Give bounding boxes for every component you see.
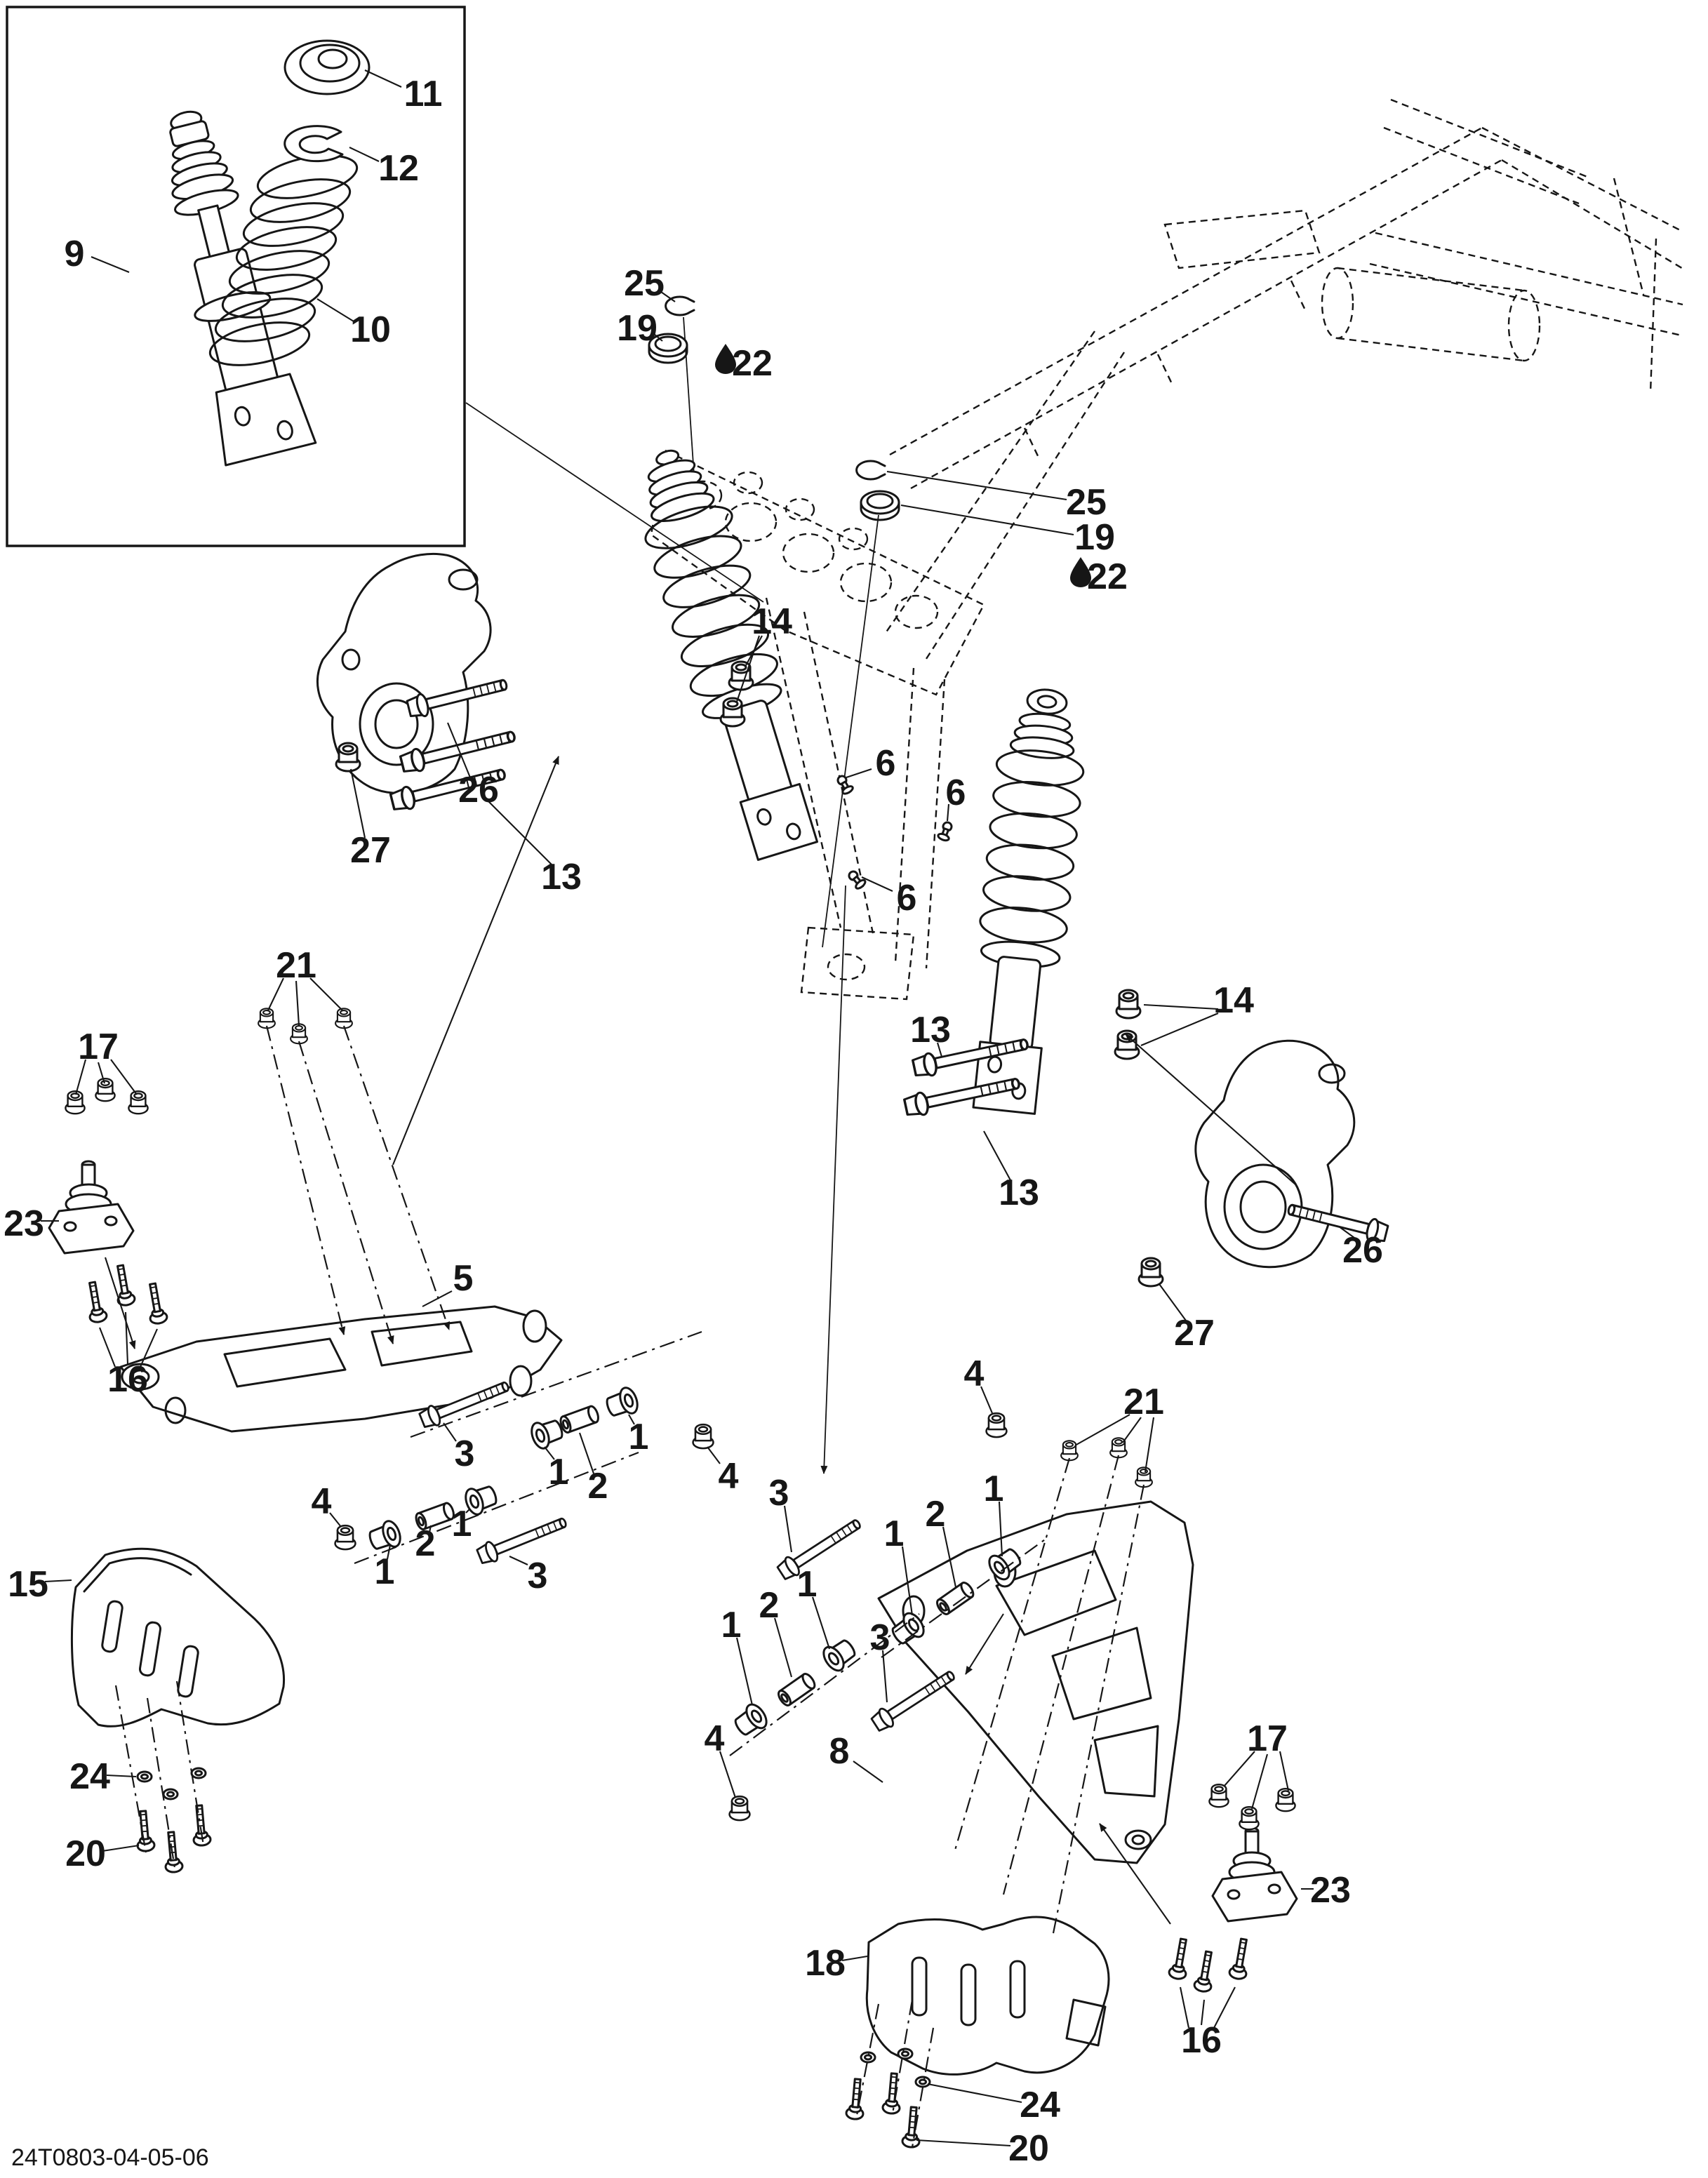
washer-24 [192,1768,206,1778]
bushing-cup-19-right [861,491,899,520]
callout-1 [375,1545,395,1592]
callout-10 [317,299,391,350]
leader-line [862,877,893,891]
screw-16 [1194,1951,1217,1993]
part-number-label: 1 [983,1469,1004,1509]
install-line-right-mount [822,515,879,947]
callout-22 [715,343,773,384]
part-number-label: 18 [805,1943,846,1984]
part-number-label: 3 [454,1434,475,1474]
callout-4 [705,1718,735,1798]
nut-14 [1116,990,1140,1018]
leader-line [1144,1005,1218,1009]
part-number-label: 22 [732,343,773,384]
callout-5 [422,1258,473,1307]
callout-layer [4,70,1383,2169]
part-number-label: 13 [999,1172,1039,1213]
drawing-number: 24T0803-04-05-06 [11,2144,209,2171]
leader-line [916,2140,1010,2146]
part-number-label: 4 [311,1481,332,1522]
callout-26 [1339,1227,1383,1271]
leader-line [842,1956,867,1960]
part-number-label: 6 [875,743,896,784]
callout-21 [1075,1382,1164,1472]
left-ball-joint [49,1161,133,1253]
leader-line [45,1580,72,1582]
part-number-label: 1 [721,1605,742,1645]
leader-line [775,1618,792,1677]
nut-21 [1061,1441,1078,1460]
nut-4 [335,1525,356,1549]
leader-line [91,257,129,272]
snap-ring-25-left [666,297,694,315]
inset-reference-line [466,403,763,602]
part-number-label: 20 [65,1833,106,1874]
right-ball-joint [1213,1828,1297,1921]
leader-line [296,981,299,1026]
left-shock-absorber [622,439,830,864]
part-number-label: 11 [403,74,443,114]
callout-25 [887,472,1107,523]
callout-8 [829,1731,883,1782]
callout-25 [624,263,675,304]
callout-16 [1180,1987,1235,2061]
callout-20 [65,1833,139,1874]
screw-16 [1168,1938,1192,1980]
inset-spring-cap [285,41,369,94]
callout-12 [349,147,419,189]
part-number-label: 8 [829,1731,850,1772]
part-number-label: 10 [350,309,391,350]
callout-14 [1141,980,1254,1045]
leader-line [1141,1013,1218,1045]
callout-11 [365,70,442,114]
screw-16 [1229,1938,1253,1980]
nut-14 [721,698,745,726]
right-steering-knuckle [1196,1041,1354,1267]
bolt-3 [476,1512,569,1566]
leader-line [1252,1754,1267,1809]
part-number-label: 5 [453,1258,474,1299]
callout-15 [8,1564,72,1605]
nut-4 [693,1424,714,1448]
nut-17 [1276,1789,1295,1811]
bushing-1 [820,1636,859,1674]
part-number-label: 3 [768,1473,789,1514]
callout-2 [415,1523,436,1564]
leader-line [853,1761,883,1782]
part-number-label: 12 [378,148,419,189]
part-number-label: 2 [925,1494,946,1535]
callout-3 [509,1556,547,1596]
bolt-3 [775,1514,864,1582]
leader-line [1145,1417,1154,1472]
callout-4 [312,1481,341,1527]
callout-2 [580,1433,608,1506]
callout-6 [846,743,895,784]
right-lower-a-arm [879,1502,1193,1863]
part-number-label: 22 [1087,556,1128,597]
part-number-label: 1 [628,1417,649,1457]
part-number-label: 3 [527,1556,548,1596]
part-number-label: 15 [8,1564,48,1605]
leader-line [349,147,379,161]
nut-21 [258,1008,275,1028]
part-number-label: 1 [451,1504,472,1544]
part-number-label: 23 [1310,1870,1351,1911]
callout-1 [797,1564,829,1649]
bushing-1 [731,1701,770,1739]
part-number-label: 19 [617,308,658,349]
part-number-label: 27 [1174,1313,1215,1354]
nut-21 [291,1024,307,1043]
callout-1 [545,1447,568,1492]
screw-16 [112,1264,136,1307]
callout-2 [759,1585,792,1677]
part-number-label: 14 [752,601,792,642]
part-number-label: 6 [945,773,966,813]
callout-1 [452,1504,472,1544]
part-number-label: 27 [350,830,391,871]
hardware [65,297,1389,2148]
leader-line [928,2084,1022,2102]
callout-6 [862,877,916,918]
inset-detail-box [7,7,465,546]
callout-3 [769,1473,792,1552]
part-number-label: 4 [704,1718,725,1759]
washer-24 [138,1772,152,1782]
part-number-label: 13 [541,857,582,897]
leader-line [317,299,354,321]
callout-1 [721,1605,752,1705]
grease-fitting [938,821,954,842]
part-number-label: 2 [587,1466,608,1506]
inset-shock-absorber [140,101,316,465]
callout-22 [1070,556,1128,597]
part-number-label: 24 [1020,2085,1060,2125]
leader-line [813,1597,829,1649]
callout-18 [805,1943,867,1984]
leader-line [126,1312,128,1364]
spacer-2 [559,1405,600,1434]
nut-21 [335,1008,352,1028]
callout-20 [916,2128,1049,2169]
screw-20 [902,2106,922,2148]
nut-21 [1135,1467,1152,1487]
part-number-label: 4 [963,1354,985,1394]
leader-line [509,1556,528,1565]
callout-4 [707,1447,739,1497]
leader-line [365,70,401,87]
leader-line [887,472,1067,500]
part-number-label: 25 [1066,482,1107,523]
nut-17 [128,1091,147,1114]
part-number-label: 26 [1342,1230,1383,1271]
part-number-label: 24 [69,1756,110,1797]
part-number-label: 16 [1181,2020,1222,2061]
callout-19 [617,308,662,349]
screw-16 [84,1281,108,1323]
callout-3 [443,1423,474,1474]
part-number-label: 9 [64,234,85,274]
grease-fitting [835,774,854,796]
leader-line [846,769,872,777]
part-number-label: 26 [458,770,499,810]
callout-9 [65,234,129,274]
bolt-3 [869,1666,958,1733]
bushing-1 [366,1518,403,1554]
part-number-label: 16 [107,1359,148,1400]
bushing-1 [603,1385,640,1420]
callout-24 [69,1756,136,1797]
vehicle-frame [651,100,1684,999]
nut-4 [730,1796,750,1820]
washer-24 [861,2052,875,2062]
part-number-label: 17 [78,1027,119,1067]
nut-17 [65,1091,84,1114]
leader-line [901,505,1074,535]
leader-line [422,1291,452,1307]
leader-line [488,801,552,864]
callout-4 [964,1354,992,1413]
callout-13 [984,1131,1039,1213]
part-number-label: 17 [1247,1718,1288,1759]
callout-1 [629,1415,649,1457]
part-number-label: 13 [910,1010,951,1050]
spacer-2 [776,1672,817,1708]
nut-17 [95,1078,114,1101]
snap-ring-25-right [857,461,885,479]
part-number-label: 2 [415,1523,436,1564]
part-number-label: 21 [276,945,316,986]
part-number-label: 6 [896,878,917,918]
part-number-label: 2 [759,1585,780,1626]
leader-line [883,1650,887,1702]
nut-17 [1239,1807,1258,1829]
nut-27 [1139,1258,1163,1286]
washer-24 [916,2077,930,2087]
nut-27 [336,743,360,771]
part-number-label: 23 [4,1203,44,1244]
part-number-label: 20 [1008,2128,1049,2169]
part-number-label: 1 [796,1564,818,1605]
part-number-label: 21 [1123,1382,1164,1422]
leader-line [737,1638,752,1705]
part-number-label: 25 [624,263,665,304]
screw-20 [882,2073,902,2114]
part-number-label: 19 [1074,517,1115,558]
part-number-label: 3 [869,1617,890,1658]
nut-17 [1209,1784,1228,1807]
screw-16 [145,1283,168,1325]
nut-4 [987,1413,1007,1437]
callout-23 [1301,1870,1351,1911]
inset-retainer-ring [285,126,342,161]
leader-line [102,1845,139,1851]
part-number-label: 1 [883,1514,905,1554]
part-number-label: 1 [548,1452,569,1492]
part-number-label: 4 [718,1456,739,1497]
part-number-label: 1 [374,1551,395,1592]
callout-3 [870,1617,890,1702]
callout-27 [1159,1284,1215,1354]
callout-24 [928,2084,1060,2125]
callout-13 [910,1010,951,1057]
left-skid-plate [72,1549,283,1726]
part-number-label: 14 [1213,980,1254,1021]
callout-21 [268,945,342,1026]
washer-24 [164,1789,178,1799]
screw-20 [191,1805,211,1846]
callout-6 [946,773,966,821]
washer-24 [898,2049,912,2059]
